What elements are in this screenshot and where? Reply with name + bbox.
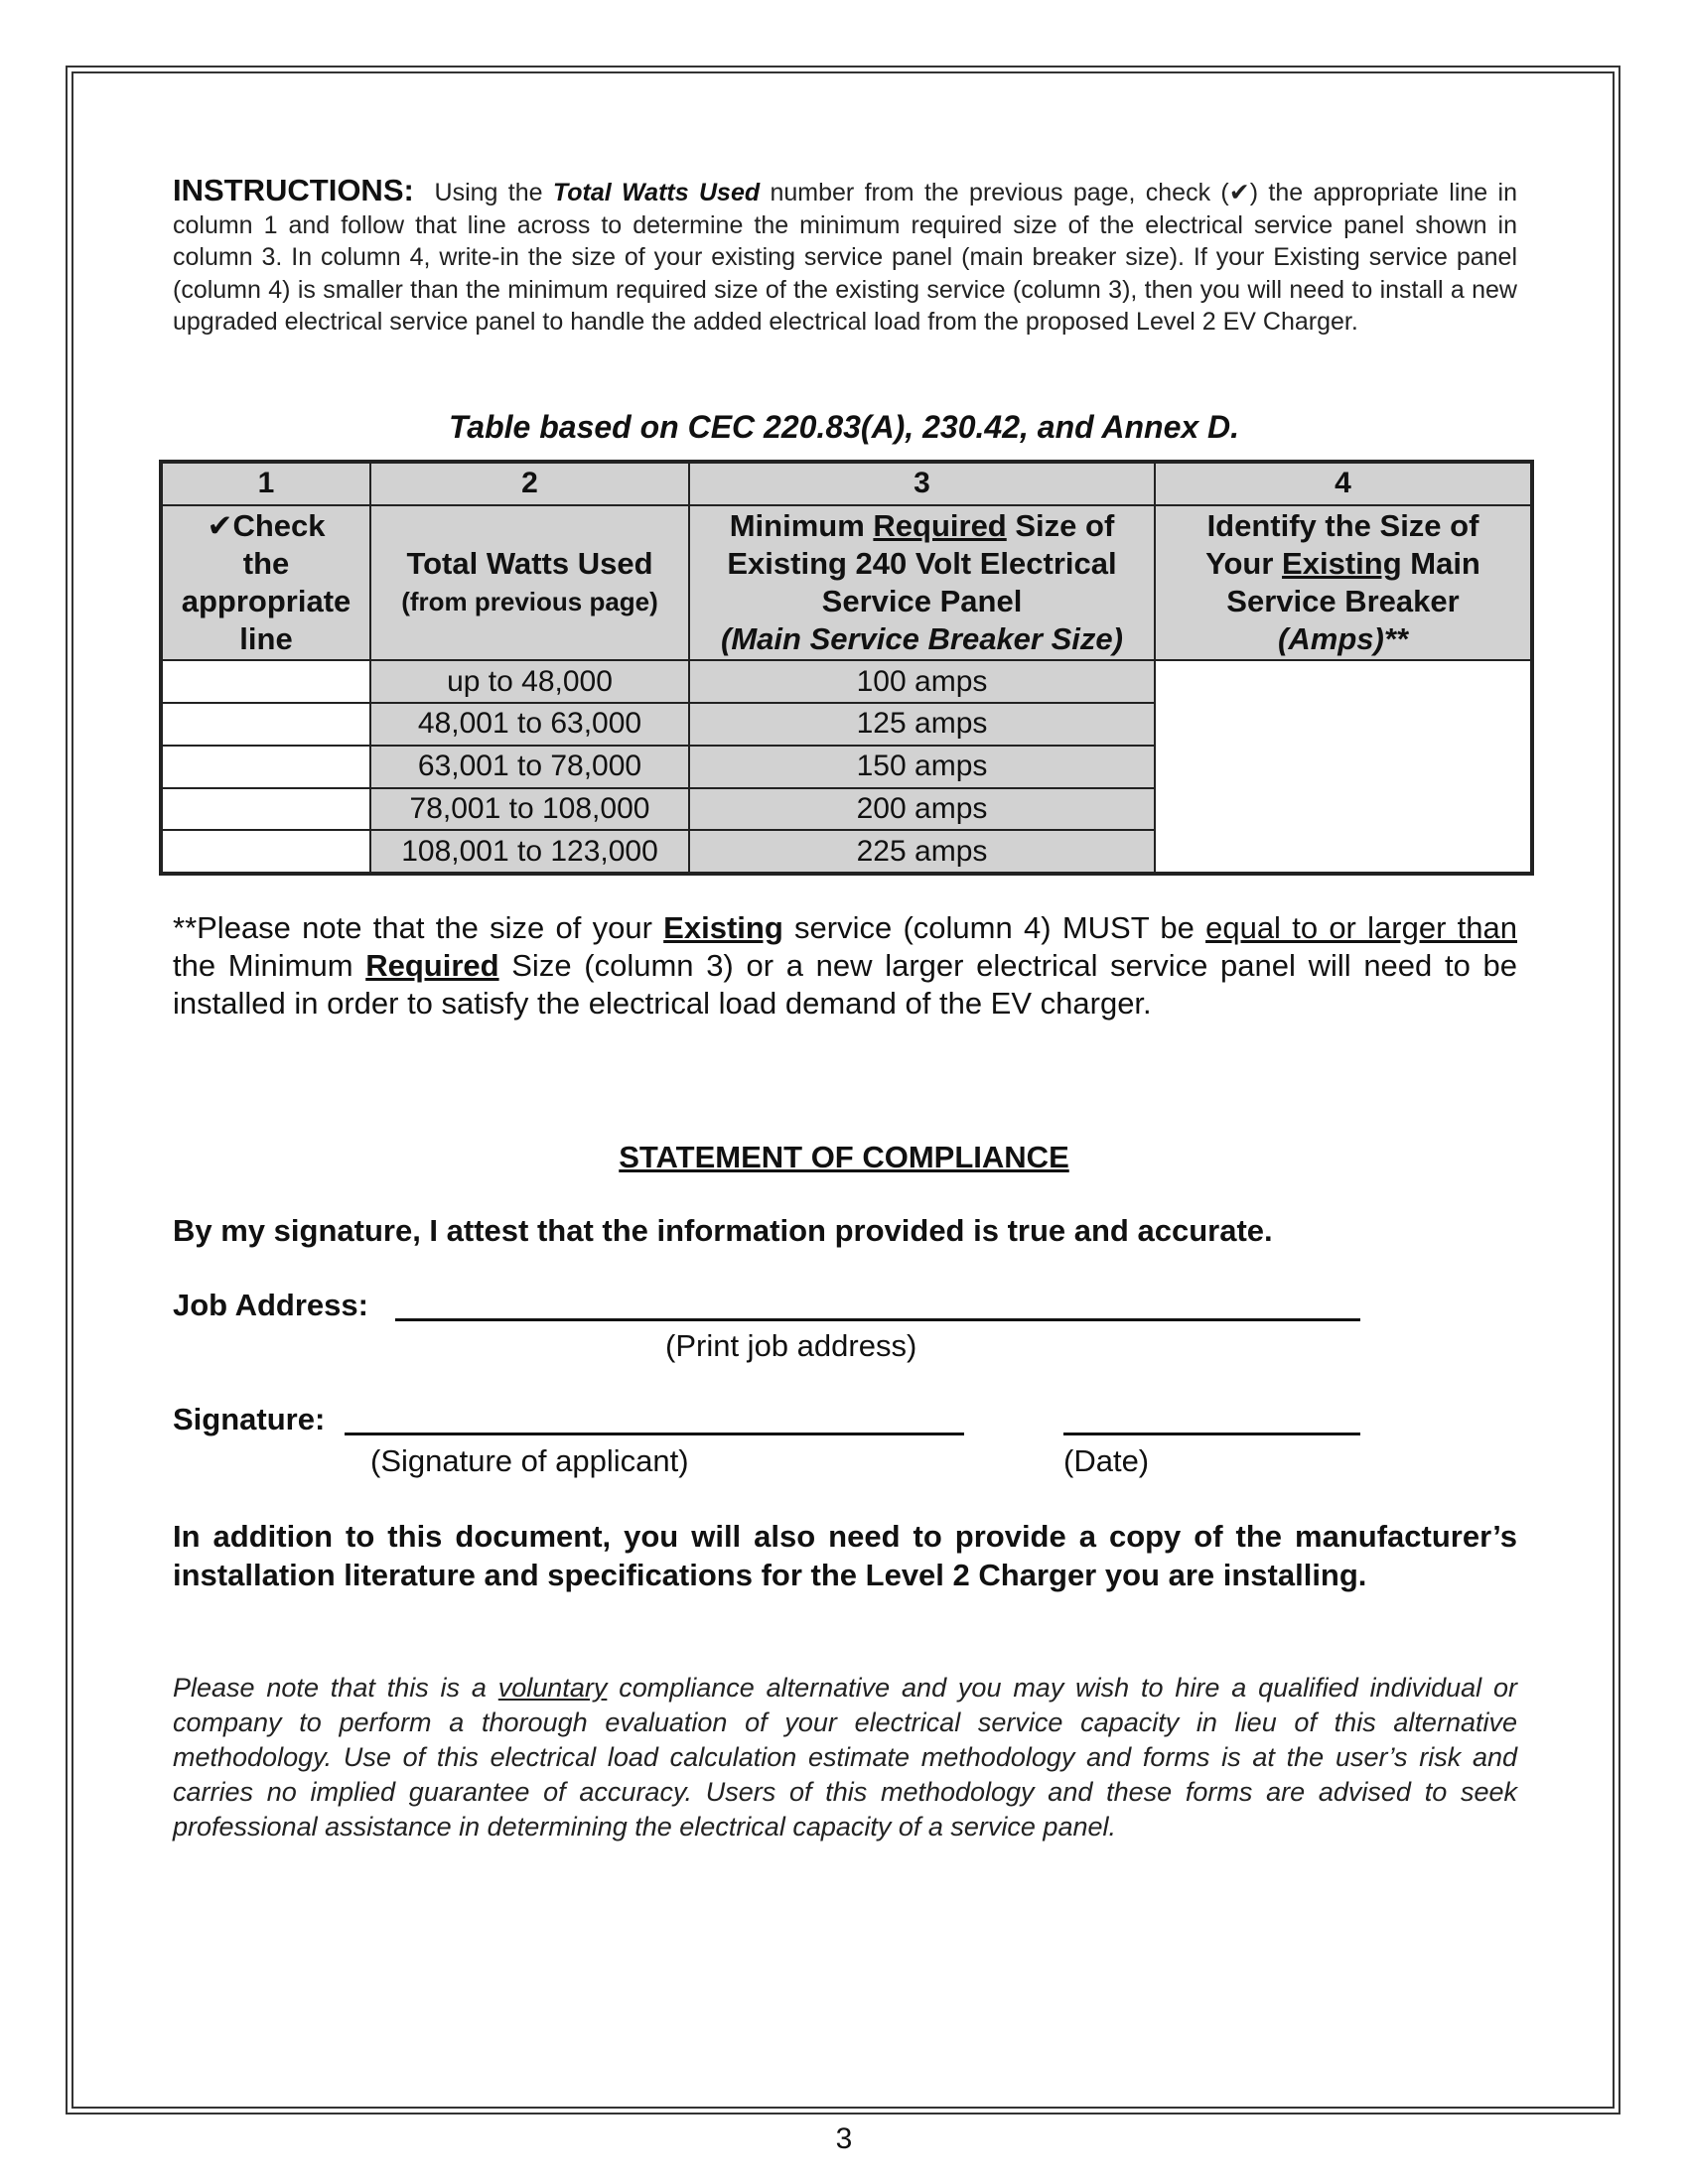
watts-range-cell: 108,001 to 123,000 (370, 830, 689, 874)
additional-requirements: In addition to this document, you will also need to provide a copy of the manufacturer’s installation literature and specifications for the Level 2 Charger you are installing. (173, 1519, 1517, 1592)
check-cell[interactable] (161, 830, 370, 874)
total-watts-used-emphasis: Total Watts Used (552, 179, 761, 206)
date-hint: (Date) (1063, 1443, 1150, 1478)
amps-cell: 150 amps (689, 746, 1155, 788)
header-minimum-required-size: Minimum Required Size of Existing 240 Volt Electrical Service Panel (Main Service Breaker Size) (689, 505, 1155, 661)
amps-cell: 225 amps (689, 830, 1155, 874)
amps-cell: 125 amps (689, 703, 1155, 746)
check-cell[interactable] (161, 703, 370, 746)
check-cell[interactable] (161, 660, 370, 703)
signature-line[interactable] (345, 1433, 964, 1435)
column-number-3: 3 (689, 462, 1155, 505)
header-existing-breaker: Identify the Size of Your Existing Main Service Breaker (Amps)** (1155, 505, 1532, 661)
instructions-part2: number from the previous page, check (✔) the appropriate line in column 1 and follow that line across to determine the minimum required size of the electrical service panel shown in column 3. In column 4, write-in the size of your existing service panel (main breaker size). If your Existing service panel (column 4) is smaller than the minimum required size of the existing service (column 3), then you will need to install a new upgraded electrical service panel to handle the added electrical load from the proposed Level 2 EV Charger. (173, 179, 1518, 336)
watts-range-cell: up to 48,000 (370, 660, 689, 703)
column-header-row (161, 505, 1532, 661)
service-panel-table (159, 460, 1534, 876)
job-address-label: Job Address: (173, 1288, 368, 1322)
instructions-part1: Using the (434, 179, 543, 206)
watts-range-cell: 48,001 to 63,000 (370, 703, 689, 746)
signature-label: Signature: (173, 1402, 326, 1436)
signature-hint: (Signature of applicant) (370, 1443, 689, 1478)
instructions-paragraph (173, 175, 1517, 339)
column-number-4: 4 (1155, 462, 1532, 505)
watts-range-cell: 63,001 to 78,000 (370, 746, 689, 788)
column-number-2: 2 (370, 462, 689, 505)
table-row (161, 660, 1532, 703)
job-address-hint: (Print job address) (665, 1328, 917, 1363)
watts-range-cell: 78,001 to 108,000 (370, 788, 689, 831)
amps-cell: 200 amps (689, 788, 1155, 831)
job-address-line[interactable] (395, 1318, 1360, 1321)
column-number-row (161, 462, 1532, 505)
header-check-line: ✔Check the appropriate line (161, 505, 370, 661)
existing-breaker-entry[interactable] (1155, 660, 1532, 874)
header-total-watts: Total Watts Used (from previous page) (370, 505, 689, 661)
table-caption: Table based on CEC 220.83(A), 230.42, and Annex D. (448, 409, 1240, 445)
date-line[interactable] (1063, 1433, 1360, 1435)
amps-cell: 100 amps (689, 660, 1155, 703)
page-number: 3 (835, 2122, 853, 2155)
check-cell[interactable] (161, 746, 370, 788)
size-note: **Please note that the size of your Existing service (column 4) MUST be equal to or larger than the Minimum Required Size (column 3) or a new larger electrical service panel will need to be installed in order to satisfy the electrical load demand of the EV charger. (173, 910, 1517, 1021)
attest-statement: By my signature, I attest that the information provided is true and accurate. (173, 1213, 1273, 1248)
voluntary-disclaimer: Please note that this is a voluntary compliance alternative and you may wish to hire a qualified individual or company to perform a thorough evaluation of your electrical service capacity in lieu of this alternative methodology. Use of this electrical load calculation estimate methodology and forms is at the user’s risk and carries no implied guarantee of accuracy. Users of this methodology and these forms are advised to seek professional assistance in determining the electrical capacity of a service panel. (173, 1673, 1517, 1842)
check-cell[interactable] (161, 788, 370, 831)
compliance-heading: STATEMENT OF COMPLIANCE (619, 1140, 1069, 1174)
instructions-lead: INSTRUCTIONS: (173, 173, 414, 207)
column-number-1: 1 (161, 462, 370, 505)
